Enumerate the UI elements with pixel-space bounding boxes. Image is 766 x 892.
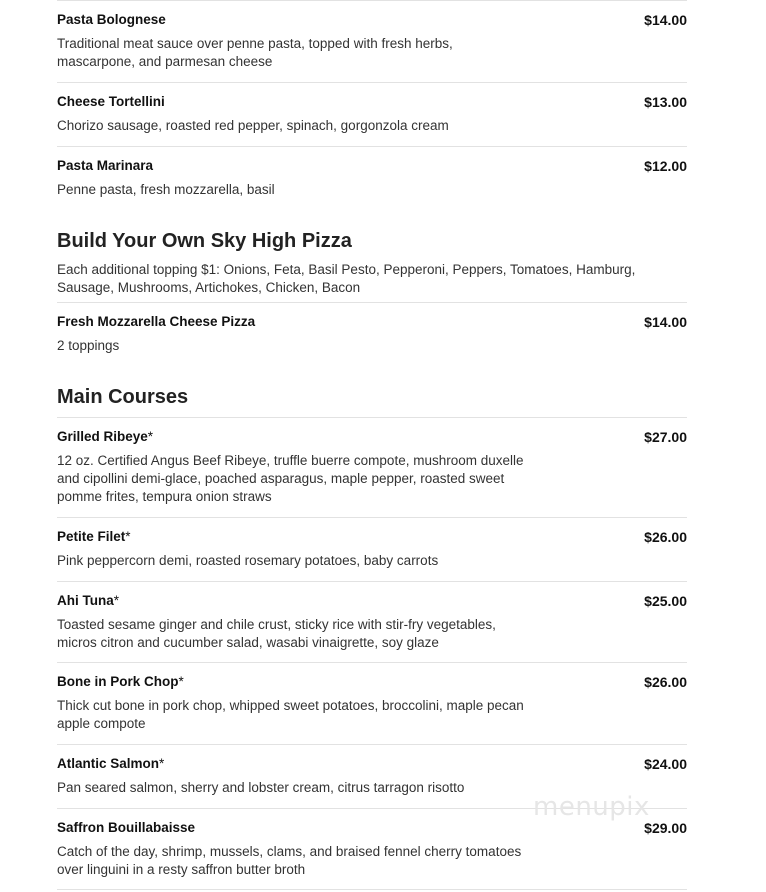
item-name bbox=[57, 429, 687, 444]
divider bbox=[57, 662, 687, 663]
menu-item-petite-filet bbox=[57, 529, 687, 570]
item-description: Penne pasta, fresh mozzarella, basil bbox=[57, 182, 275, 197]
item-name-text: Bone in Pork Chop bbox=[57, 674, 179, 689]
item-asterisk: * bbox=[147, 429, 154, 444]
menupix-watermark: menupix bbox=[533, 792, 650, 822]
divider bbox=[57, 744, 687, 745]
item-name-text: Ahi Tuna bbox=[57, 593, 114, 608]
item-description: Chorizo sausage, roasted red pepper, spinach, gorgonzola cream bbox=[57, 118, 449, 133]
item-name: Pasta Bolognese bbox=[57, 12, 166, 27]
menu-item-cheese-tortellini bbox=[57, 94, 687, 135]
divider bbox=[57, 581, 687, 582]
item-name-text: Atlantic Salmon bbox=[57, 756, 160, 771]
item-name bbox=[57, 756, 687, 771]
divider bbox=[57, 0, 687, 1]
menu-item-pasta-marinara bbox=[57, 158, 687, 199]
item-description: Pink peppercorn demi, roasted rosemary potatoes, baby carrots bbox=[57, 553, 439, 568]
menu-item-fresh-mozzarella-pizza bbox=[57, 314, 687, 355]
menu-item-atlantic-salmon bbox=[57, 756, 687, 797]
item-description: Toasted sesame ginger and chile crust, sticky rice with stir-fry vegetables, micros citron and cucumber salad, wasabi vinaigrette, soy glaze bbox=[57, 617, 496, 650]
divider bbox=[57, 417, 687, 418]
divider bbox=[57, 889, 687, 890]
section-description-pizza: Each additional topping $1: Onions, Feta, Basil Pesto, Pepperoni, Peppers, Tomatoes, Hamburg, Sausage, Mushrooms, Artichokes, Chicken, Bacon bbox=[57, 262, 636, 295]
item-description: Pan seared salmon, sherry and lobster cream, citrus tarragon risotto bbox=[57, 780, 465, 795]
item-name bbox=[57, 529, 687, 544]
item-price: $26.00 bbox=[644, 674, 687, 690]
item-price: $24.00 bbox=[644, 756, 687, 772]
section-title-main-courses: Main Courses bbox=[57, 386, 189, 408]
divider bbox=[57, 302, 687, 303]
menu-item-ahi-tuna bbox=[57, 593, 687, 652]
section-title-pizza: Build Your Own Sky High Pizza bbox=[57, 230, 352, 252]
item-price: $27.00 bbox=[644, 429, 687, 445]
item-description: Thick cut bone in pork chop, whipped sweet potatoes, broccolini, maple pecan apple compote bbox=[57, 698, 524, 731]
item-description: 2 toppings bbox=[57, 338, 120, 353]
item-price: $29.00 bbox=[644, 820, 687, 836]
menu-item-bone-in-pork-chop bbox=[57, 674, 687, 733]
item-price: $26.00 bbox=[644, 529, 687, 545]
item-asterisk: * bbox=[113, 593, 120, 608]
item-description: 12 oz. Certified Angus Beef Ribeye, truffle buerre compote, mushroom duxelle and cipollini demi-glace, poached asparagus, maple pepper, roasted sweet pomme frites, tempura onion straws bbox=[57, 453, 524, 504]
item-price: $14.00 bbox=[644, 314, 687, 330]
item-description: Catch of the day, shrimp, mussels, clams, and braised fennel cherry tomatoes over linguini in a resty saffron butter broth bbox=[57, 844, 522, 877]
divider bbox=[57, 517, 687, 518]
item-name: Fresh Mozzarella Cheese Pizza bbox=[57, 314, 256, 329]
menu-item-saffron-bouillabaisse bbox=[57, 820, 687, 879]
divider bbox=[57, 82, 687, 83]
item-name: Saffron Bouillabaisse bbox=[57, 820, 196, 835]
item-name bbox=[57, 674, 687, 689]
item-name-text: Grilled Ribeye bbox=[57, 429, 148, 444]
item-price: $12.00 bbox=[644, 158, 687, 174]
item-name: Pasta Marinara bbox=[57, 158, 154, 173]
item-price: $25.00 bbox=[644, 593, 687, 609]
menu-item-grilled-ribeye bbox=[57, 429, 687, 506]
menu-item-pasta-bolognese bbox=[57, 12, 687, 71]
item-name-text: Petite Filet bbox=[57, 529, 126, 544]
item-price: $13.00 bbox=[644, 94, 687, 110]
item-name bbox=[57, 593, 687, 608]
item-asterisk: * bbox=[178, 674, 184, 689]
item-asterisk: * bbox=[125, 529, 131, 544]
item-description: Traditional meat sauce over penne pasta, topped with fresh herbs, mascarpone, and parmesan cheese bbox=[57, 36, 453, 69]
divider bbox=[57, 146, 687, 147]
item-price: $14.00 bbox=[644, 12, 687, 28]
item-asterisk: * bbox=[159, 756, 165, 771]
item-name: Cheese Tortellini bbox=[57, 94, 165, 109]
